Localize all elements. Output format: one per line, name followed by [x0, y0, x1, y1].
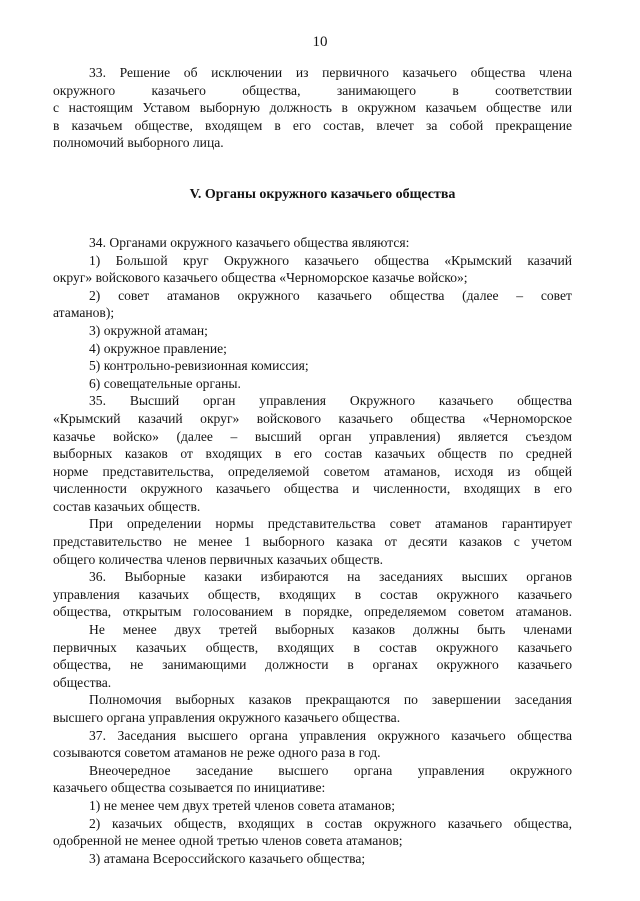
text-line: в казачьем обществе, входящем в его состав, влечет за собой прекращение — [53, 117, 572, 133]
text-line: представительство не менее 1 выборного казака от десяти казаков с учетом — [53, 534, 572, 550]
text-line: 37. Заседания высшего органа управления окружного казачьего общества — [89, 727, 572, 743]
text-line: 3) окружной атаман; — [89, 322, 208, 338]
text-line: общества. — [53, 674, 112, 690]
text-line: 2) совет атаманов окружного казачьего общества (далее – совет — [89, 287, 572, 303]
text-line: 4) окружное правление; — [89, 340, 227, 356]
text-line: Не менее двух третей выборных казаков должны быть членами — [89, 622, 572, 638]
text-line: высшего органа управления окружного казачьего общества. — [53, 710, 401, 725]
text-line: общества, не занимающими должности в органах окружного казачьего — [53, 657, 572, 673]
text-line: казачьего общества созывается по инициативе: — [53, 780, 326, 796]
text-line: Полномочия выборных казаков прекращаются по завершении заседания — [89, 692, 572, 708]
text-line: управления казачьих обществ, входящих в состав окружного казачьего — [53, 586, 572, 602]
text-line: округ» войскового казачьего общества «Черноморское казачье войско»; — [53, 270, 468, 286]
text-line: полномочий выборного лица. — [53, 135, 224, 151]
text-line: общего количества членов первичных казачьих обществ. — [53, 551, 384, 567]
text-line: 2) казачьих обществ, входящих в состав окружного казачьего общества, — [89, 815, 572, 831]
text-line: общества, открытым голосованием в порядке, определяемом советом атаманов. — [53, 604, 572, 620]
text-line: казачье войско» (далее – высший орган управления) является съездом — [53, 428, 572, 444]
text-line: выборных казаков от входящих в его состав казачьих обществ по средней — [53, 446, 572, 462]
text-line: 34. Органами окружного казачьего общества являются: — [89, 234, 410, 250]
text-line: 1) Большой круг Окружного казачьего общества «Крымский казачий — [89, 252, 572, 268]
text-line: 35. Высший орган управления Окружного казачьего общества — [89, 393, 572, 409]
text-line: 33. Решение об исключении из первичного казачьего общества члена — [89, 65, 572, 80]
text-line: норме представительства, определяемой советом атаманов, исходя из общей — [53, 463, 572, 479]
text-line: первичных казачьих обществ, входящих в состав окружного казачьего — [53, 639, 572, 655]
document-body — [53, 64, 572, 867]
text-line: 1) не менее чем двух третей членов совета атаманов; — [89, 797, 396, 813]
text-line: численности окружного казачьего общества и численности, входящих в его — [53, 481, 572, 497]
text-line: 6) совещательные органы. — [89, 375, 241, 391]
text-line: созываются советом атаманов не реже одного раза в год. — [53, 745, 381, 761]
text-line: окружного казачьего общества, занимающего в соответствии — [53, 82, 572, 98]
text-line: 5) контрольно-ревизионная комиссия; — [89, 358, 309, 374]
text-line: 36. Выборные казаки избираются на заседаниях высших органов — [89, 569, 572, 585]
text-line: При определении нормы представительства совет атаманов гарантирует — [89, 516, 572, 532]
text-line: 3) атамана Всероссийского казачьего общества; — [89, 850, 366, 866]
text-line: одобренной не менее одной третью членов совета атаманов; — [53, 833, 403, 849]
text-line: состав казачьих обществ. — [53, 498, 201, 514]
text-line: «Крымский казачий округ» войскового казачьего общества «Черноморское — [53, 410, 572, 426]
text-line: атаманов); — [53, 305, 115, 321]
section-heading: V. Органы окружного казачьего общества — [189, 186, 456, 202]
text-line: с настоящим Уставом выборную должность в окружном казачьем обществе или — [53, 100, 572, 116]
text-line: Внеочередное заседание высшего органа управления окружного — [89, 762, 572, 778]
page-number: 10 — [312, 34, 328, 50]
